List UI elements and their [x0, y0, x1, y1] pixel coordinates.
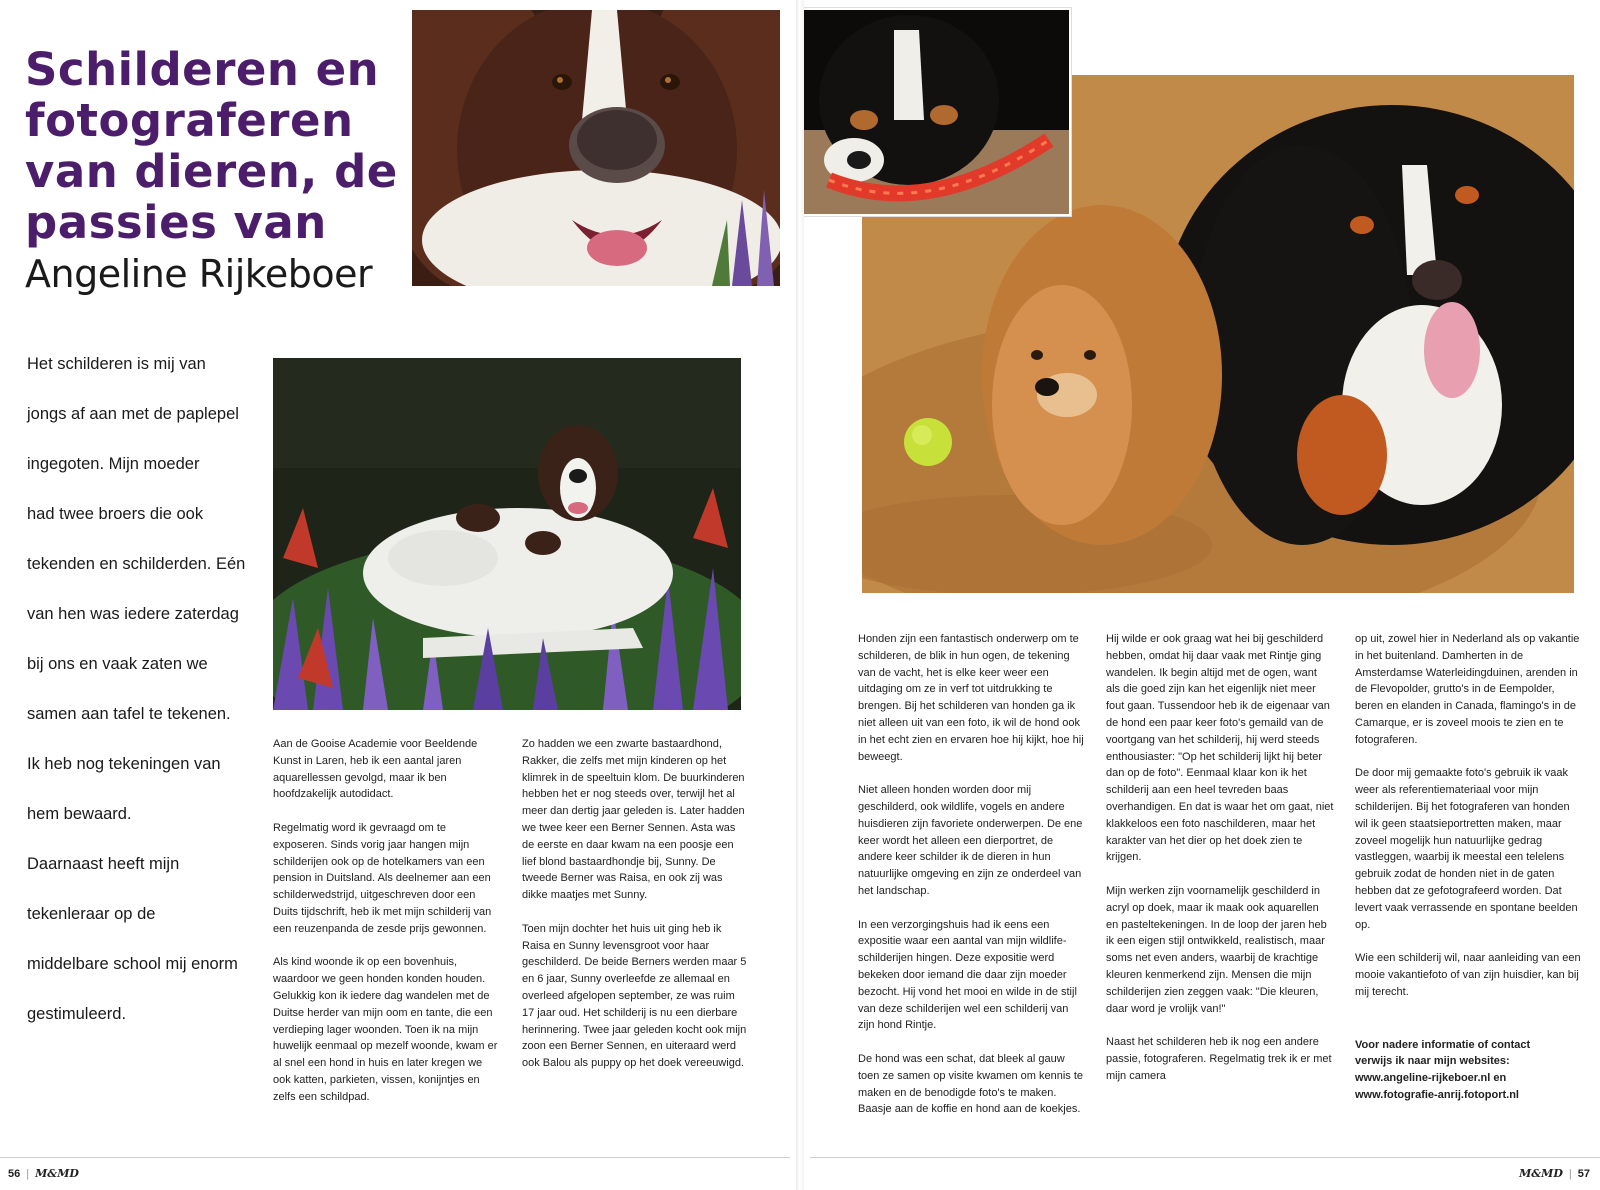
body-paragraph: Regelmatig word ik gevraagd om te exposeren. Sinds vorig jaar hangen mijn schilderijen ook op de hotelkamers van een pension in Duitsland. Als deelnemer aan een schilderwedstrijd, uitgeschreven door een Duits tijdschrift, heb ik met mijn schilderij van een reuzenpanda de zesde prijs gewonnen. — [273, 821, 492, 935]
headline-line: van dieren, de — [25, 145, 398, 198]
right-body-column-2 — [1106, 631, 1334, 1085]
footer-rule — [0, 1157, 790, 1158]
intro-line: Daarnaast heeft mijn — [27, 855, 180, 873]
spaniel-heather-image — [273, 358, 741, 710]
intro-line: bij ons en vaak zaten we — [27, 655, 208, 673]
intro-paragraph — [27, 350, 257, 1050]
body-paragraph: Toen mijn dochter het huis uit ging heb ik Raisa en Sunny levensgroot voor haar geschilderd. De beide Berners werden maar 5 en 6 jaar, Sunny overleefde ze allemaal en overleed afgelopen september, ze was ruim 17 jaar oud. Het schilderij is nu een dierbare herinnering. Twee jaar geleden kocht ook mijn zoon een Berner Sennen, en uiteraard werd ook Balou als puppy op het doek vereeuwigd. — [522, 922, 747, 1070]
magazine-logo: M&MD — [1519, 1167, 1563, 1180]
footer-rule — [810, 1157, 1600, 1158]
left-body-column-1 — [273, 736, 499, 1106]
intro-line: samen aan tafel te tekenen. — [27, 705, 231, 723]
body-paragraph: In een verzorgingshuis had ik eens een expositie waar een aantal van mijn wildlife-schilderijen hingen. Deze expositie werd bekeken door iemand die daar zijn moeder bezocht. Hij vond het mooi en wilde in de stijl van deze schilderijen wel een schilderij van zijn hond Rintje. — [858, 918, 1077, 1032]
intro-line: van hen was iedere zaterdag — [27, 605, 239, 623]
body-paragraph: Wie een schilderij wil, naar aanleiding van een mooie vakantiefoto of van zijn huisdier, kan bij mij terecht. — [1355, 952, 1581, 998]
body-paragraph: De door mij gemaakte foto's gebruik ik vaak weer als referentiemateriaal voor mijn schilderijen. Bij het fotograferen van honden wil ik geen staatsieportretten maken, maar zoveel mogelijk hun natuurlijke gedrag vastleggen, waarbij ik meestal een telelens gebruik zodat de honden niet in de gaten hebben dat ze gefotografeerd worden. Dat levert vaak verrassende en spontane beelden op. — [1355, 767, 1578, 931]
intro-line: Ik heb nog tekeningen van — [27, 755, 221, 773]
page-number: 56 — [8, 1168, 21, 1180]
body-paragraph: Zo hadden we een zwarte bastaardhond, Rakker, die zelfs met mijn kinderen op het klimrek in de speeltuin klom. De buurkinderen hebben het er nog steeds over, terwijl het al meer dan dertig jaar geleden is. Later hadden we twee keer een Berner Sennen. Asta was de eerste en daar kwam na een poosje een lief blond bastaardhondje bij, Sunny. De tweede Berner was Raisa, en ook zij was dikke maatjes met Sunny. — [522, 738, 745, 902]
right-page — [804, 0, 1600, 1190]
body-paragraph: Mijn werken zijn voornamelijk geschilderd in acryl op doek, maar ik maak ook aquarellen en pasteltekeningen. In de loop der jaren heb ik een eigen stijl ontwikkeld, realistisch, maar soms net even anders, waarbij de krachtige kleuren kenmerkend zijn. Mensen die mijn schilderijen zien zeggen vaak: "Die kleuren, daar word je vrolijk van!" — [1106, 884, 1327, 1015]
magazine-logo: M&MD — [35, 1167, 79, 1180]
headline-line: fotograferen — [25, 94, 354, 147]
footer-separator: | — [26, 1168, 30, 1180]
article-headline — [25, 44, 405, 248]
body-paragraph: Als kind woonde ik op een bovenhuis, waardoor we geen honden konden houden. Gelukkig kon ik iedere dag wandelen met de Duitse herder van mijn oom en tante, die een verdieping lager woonden. Toen ik na mijn huwelijk eenmaal op mezelf woonde, kwam er al snel een hond in huis en later kregen we ook katten, parkieten, vissen, konijntjes en zelfs een schildpad. — [273, 956, 498, 1103]
spaniel-portrait-painting — [412, 10, 780, 286]
body-paragraph: Niet alleen honden worden door mij geschilderd, ook wildlife, vogels en andere huisdieren zijn favoriete onderwerpen. De ene keer wordt het alleen een dierportret, de andere keer schilder ik de dieren in hun natuurlijke omgeving en zijn ze onderdeel van het landschap. — [858, 784, 1083, 897]
body-paragraph: Naast het schilderen heb ik nog een andere passie, fotograferen. Regelmatig trek ik er met mijn camera — [1106, 1036, 1332, 1082]
right-body-column-1 — [858, 631, 1084, 1118]
left-footer — [8, 1167, 79, 1180]
spaniel-portrait-image — [412, 10, 780, 286]
headline-line: passies van — [25, 196, 327, 249]
body-paragraph: Hij wilde er ook graag wat hei bij geschilderd hebben, omdat hij daar vaak met Rintje ging wandelen. Ik begin altijd met de ogen, want als die goed zijn kan het eigenlijk niet meer fout gaan. Tussendoor heb ik de eigenaar van de hond een paar keer foto's gemaild van de voortgang van het schilderij, hij werd steeds enthousiaster: "Op het schilderij lijkt hij beter dan op de foto". Eenmaal klaar kon ik het schilderij aan een heel tevreden baas overhandigen. En dat is waar het om gaat, niet klakkeloos een foto naschilderen, maar het karakter van het dier op het doek zien te krijgen. — [1106, 633, 1334, 864]
intro-line: middelbare school mij enorm — [27, 955, 238, 973]
intro-line: tekenden en schilderden. Eén — [27, 555, 246, 573]
intro-line: Het schilderen is mij van — [27, 355, 206, 373]
intro-line: had twee broers die ook — [27, 505, 204, 523]
intro-line: hem bewaard. — [27, 805, 132, 823]
body-paragraph: op uit, zowel hier in Nederland als op vakantie in het buitenland. Damherten in de Amsterdamse Waterleidingduinen, arenden in de Flevopolder, grutto's in de Eempolder, beren en elanden in Canada, flamingo's in de Camarque, er is zoveel moois te zien en te fotograferen. — [1355, 633, 1580, 746]
body-paragraph: Aan de Gooise Academie voor Beeldende Kunst in Laren, heb ik een aantal jaren aquarellessen gevolgd, maar ik ben hoofdzakelijk autodidact. — [273, 738, 478, 801]
footer-separator: | — [1568, 1168, 1572, 1180]
page-number: 57 — [1577, 1168, 1590, 1180]
body-paragraph: Honden zijn een fantastisch onderwerp om te schilderen, de blik in hun ogen, de tekening van de vacht, het is elke keer weer een uitdaging om ze in verf tot uitdrukking te brengen. Bij het schilderen van honden ga ik niet alleen uit van een foto, ik wil de hond ook in het echt zien en ervaren hoe hij kijkt, hoe hij beweegt. — [858, 633, 1084, 763]
right-body-column-3 — [1355, 631, 1581, 1104]
puppy-photo — [804, 8, 1071, 216]
puppy-image — [804, 10, 1069, 214]
left-page — [0, 0, 796, 1190]
contact-line: verwijs ik naar mijn websites: — [1355, 1055, 1510, 1068]
contact-line: Voor nadere informatie of contact — [1355, 1038, 1531, 1051]
website-link[interactable]: www.angeline-rijkeboer.nl en — [1355, 1072, 1507, 1085]
intro-line: jongs af aan met de paplepel — [27, 405, 239, 423]
left-body-column-2 — [522, 736, 748, 1072]
website-link[interactable]: www.fotografie-anrij.fotoport.nl — [1355, 1088, 1519, 1101]
intro-line: ingegoten. Mijn moeder — [27, 455, 200, 473]
page-gutter — [796, 0, 804, 1190]
author-name: Angeline Rijkeboer — [25, 252, 373, 296]
right-footer — [1519, 1167, 1590, 1180]
spaniel-in-heather-painting — [273, 358, 741, 710]
intro-line: tekenleraar op de — [27, 905, 156, 923]
intro-line: gestimuleerd. — [27, 1005, 127, 1023]
headline-line: Schilderen en — [25, 43, 380, 96]
contact-info — [1355, 1037, 1581, 1104]
body-paragraph: De hond was een schat, dat bleek al gauw toen ze samen op visite kwamen om kennis te maken en de benodigde foto's te maken. Baasje aan de koffie en hond aan de koekjes. — [858, 1052, 1084, 1116]
